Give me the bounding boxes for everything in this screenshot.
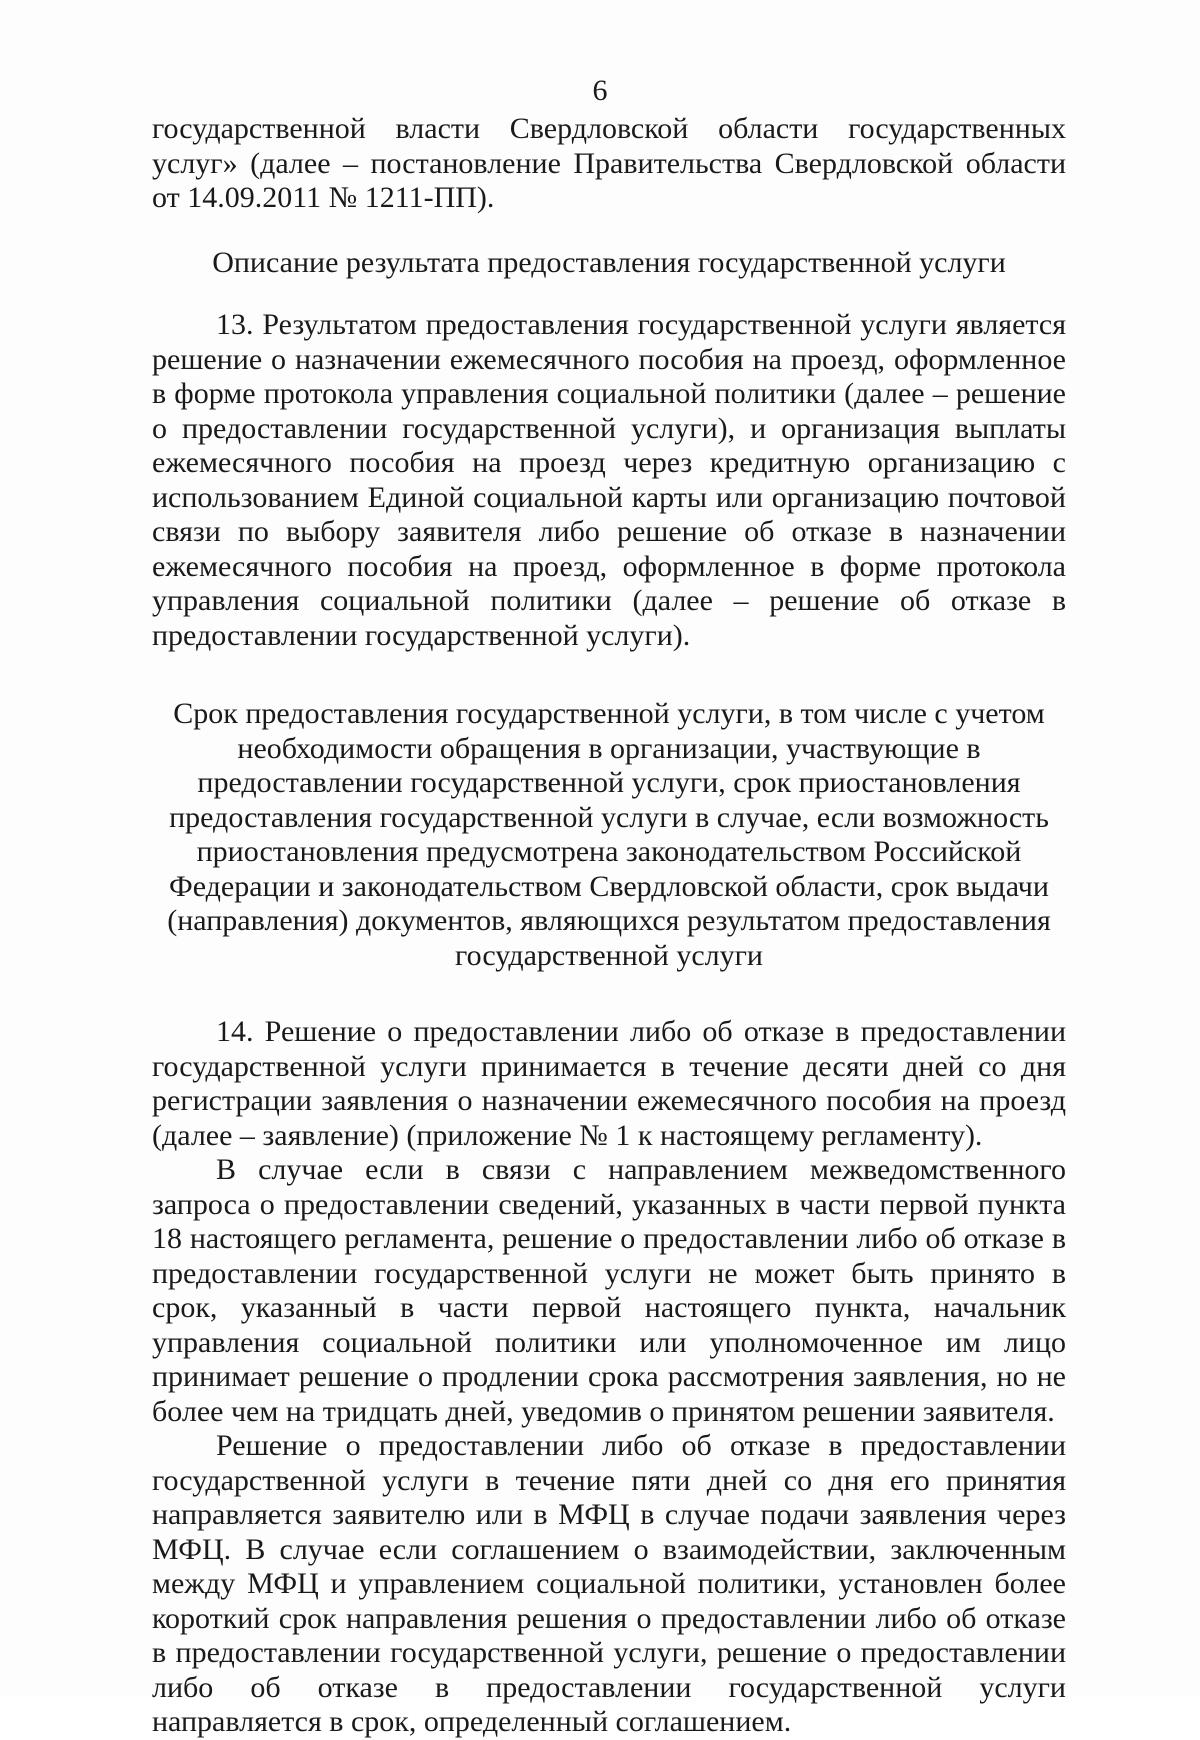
paragraph-13: 13. Результатом предоставления государственной услуги является решение о назначении ежемесячного пособия на проезд, оформленное в форме протокола управления социальной политики (далее – решение о предоставлении государственной услуги), и организация выплаты ежемесячного пособия на проезд через кредитную организацию с использованием Единой социальной карты или организацию почтовой связи по выбору заявителя либо решение об отказе в назначении ежемесячного пособия на проезд, оформленное в форме протокола управления социальной политики (далее – решение об отказе в предоставлении государственной услуги). — [152, 308, 1066, 652]
spacer — [152, 973, 1066, 1015]
section-heading-term: Срок предоставления государственной услуги, в том числе с учетом необходимости обращения в организации, участвующие в предоставлении государственной услуги, срок приостановления предоставления государственной услуги в случае, если возможность приостановления предусмотрена законодательством Российской Федерации и законодательством Свердловской области, срок выдачи (направления) документов, являющихся результатом предоставления государственной услуги — [167, 697, 1051, 972]
spacer — [152, 216, 1066, 246]
spacer — [152, 653, 1066, 697]
paragraph-continuation: государственной власти Свердловской области государственных услуг» (далее – постановление Правительства Свердловской области от 14.09.2011 № 1211-ПП). — [152, 112, 1066, 214]
document-body — [152, 112, 1066, 1740]
paragraph-14-part-2: В случае если в связи с направлением межведомственного запроса о предоставлении сведений, указанных в части первой пункта 18 настоящего регламента, решение о предоставлении либо об отказе в предоставлении государственной услуги не может быть принято в срок, указанный в части первой настоящего пункта, начальник управления социальной политики или уполномоченное им лицо принимает решение о продлении срока рассмотрения заявления, но не более чем на тридцать дней, уведомив о принятом решении заявителя. — [152, 1153, 1066, 1428]
spacer — [152, 280, 1066, 308]
page-number: 6 — [592, 74, 608, 107]
paragraph-14: 14. Решение о предоставлении либо об отказе в предоставлении государственной услуги принимается в течение десяти дней со дня регистрации заявления о назначении ежемесячного пособия на проезд (далее – заявление) (приложение № 1 к настоящему регламенту). — [152, 1015, 1066, 1152]
section-heading-result: Описание результата предоставления государственной услуги — [212, 245, 1006, 279]
paragraph-14-part-3: Решение о предоставлении либо об отказе в предоставлении государственной услуги в течение пяти дней со дня его принятия направляется заявителю или в МФЦ в случае подачи заявления через МФЦ. В случае если соглашением о взаимодействии, заключенным между МФЦ и управлением социальной политики, установлен более короткий срок направления решения о предоставлении либо об отказе в предоставлении государственной услуги, решение о предоставлении либо об отказе в предоставлении государственной услуги направляется в срок, определенный соглашением. — [152, 1429, 1066, 1738]
